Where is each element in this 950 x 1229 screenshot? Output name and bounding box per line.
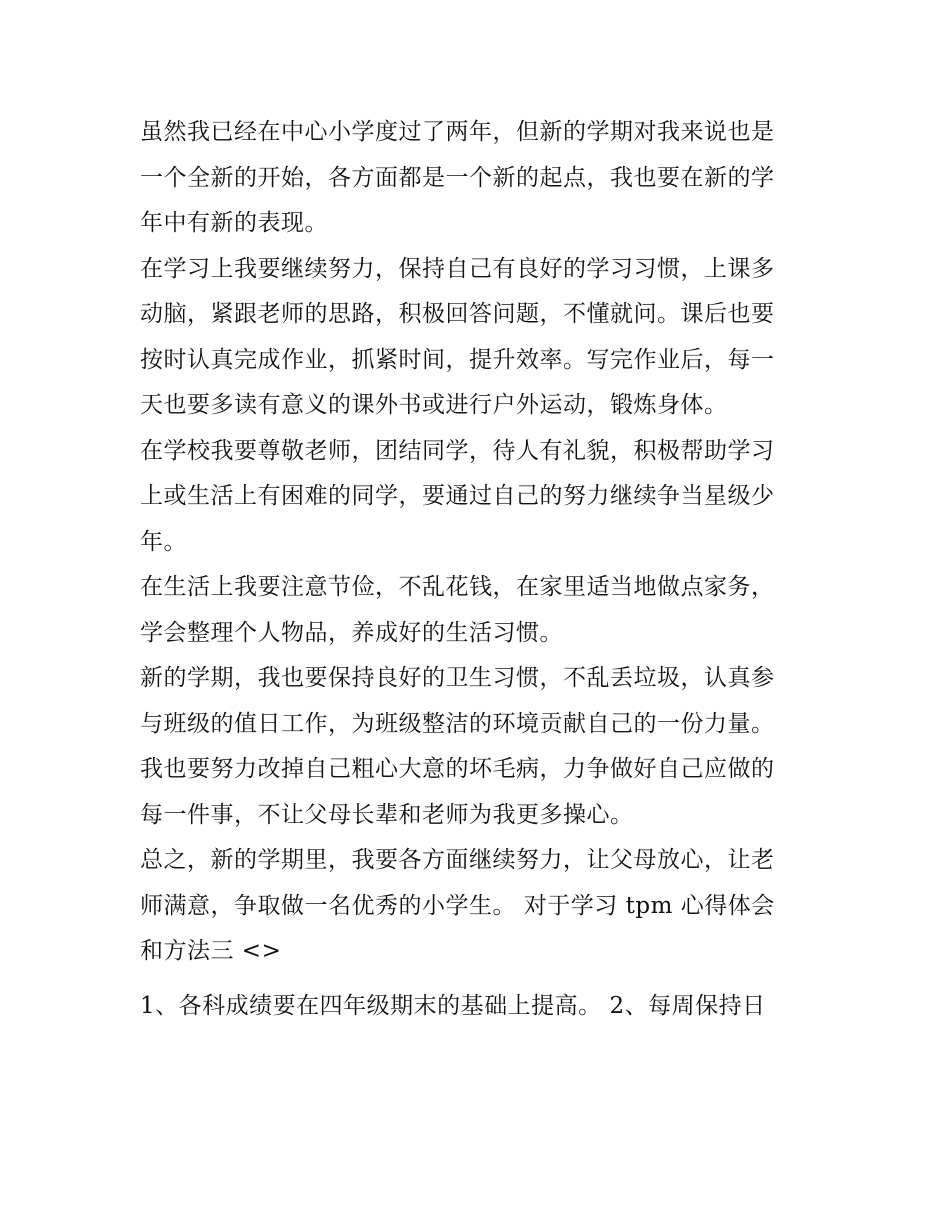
- text-line: 一个全新的开始，各方面都是一个新的起点，我也要在新的学: [140, 164, 775, 191]
- text-line: 与班级的值日工作，为班级整洁的环境贡献自己的一份力量。: [140, 710, 775, 737]
- text-line: 1、各科成绩要在四年级期末的基础上提高。 2、每周保持日: [140, 992, 766, 1019]
- text-line: 在生活上我要注意节俭，不乱花钱，在家里适当地做点家务，: [140, 574, 775, 600]
- text-line: 学会整理个人物品，养成好的生活习惯。: [140, 619, 563, 646]
- text-line: 我也要努力改掉自己粗心大意的坏毛病，力争做好自己应做的: [140, 756, 775, 782]
- text-line: 动脑，紧跟老师的思路，积极回答问题，不懂就问。课后也要: [140, 301, 775, 327]
- text-line: 天也要多读有意义的课外书或进行户外运动，锻炼身体。: [140, 392, 728, 418]
- text-line: 总之，新的学期里，我要各方面继续努力，让父母放心，让老: [140, 847, 775, 873]
- text-line: 上或生活上有困难的同学，要通过自己的努力继续争当星级少: [140, 483, 775, 509]
- document-body: [140, 110, 820, 1029]
- text-line: 每一件事，不让父母长辈和老师为我更多操心。: [140, 801, 634, 828]
- text-line: 新的学期，我也要保持良好的卫生习惯，不乱丢垃圾，认真参: [140, 665, 775, 691]
- text-line: 年。: [140, 528, 187, 555]
- text-line: 师满意，争取做一名优秀的小学生。 对于学习 tpm 心得体会: [140, 892, 775, 919]
- text-line: 按时认真完成作业，抓紧时间，提升效率。写完作业后，每一: [140, 346, 775, 373]
- text-line: 和方法三 <>: [140, 938, 282, 964]
- text-line: 年中有新的表现。: [140, 210, 328, 236]
- text-line: 在学校我要尊敬老师，团结同学，待人有礼貌，积极帮助学习: [140, 437, 775, 464]
- text-line: 虽然我已经在中心小学度过了两年，但新的学期对我来说也是: [140, 119, 775, 145]
- text-line: 在学习上我要继续努力，保持自己有良好的学习习惯，上课多: [140, 255, 775, 282]
